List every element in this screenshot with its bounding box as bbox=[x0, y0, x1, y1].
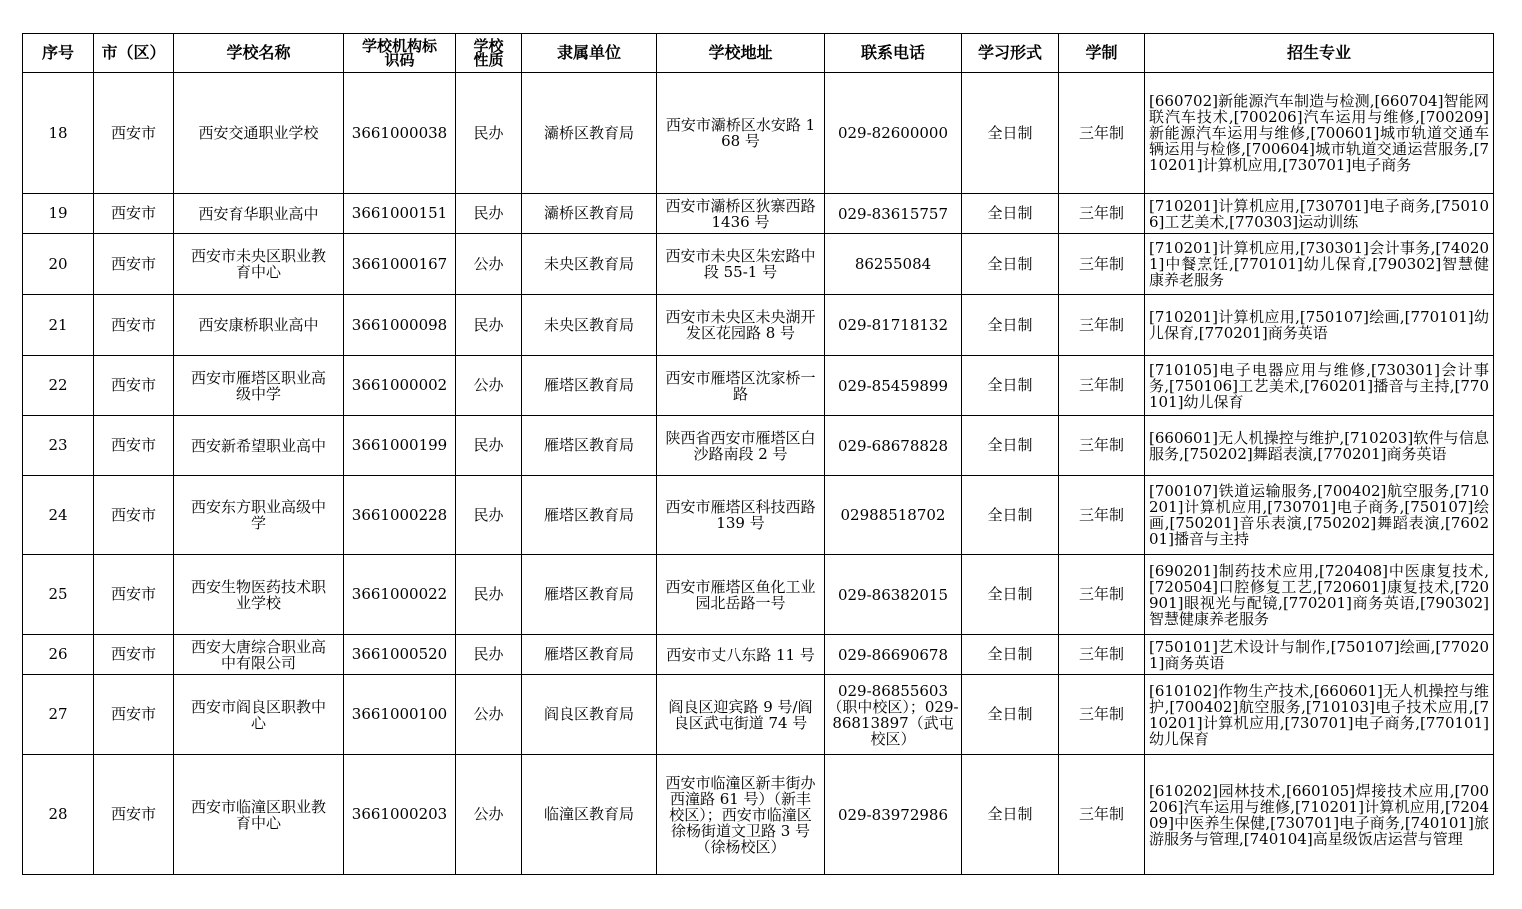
cell-phone: 029-86382015 bbox=[825, 555, 962, 635]
cell-majors: [700107]铁道运输服务,[700402]航空服务,[710201]计算机应用,[730701]电子商务,[750107]绘画,[750201]音乐表演,[750202]舞蹈表演,[760201]播音与主持 bbox=[1145, 476, 1494, 555]
cell-name: 西安东方职业高级中学 bbox=[174, 476, 344, 555]
table-row bbox=[23, 194, 1494, 234]
col-header-no: 序号 bbox=[23, 34, 94, 73]
cell-phone: 029-68678828 bbox=[825, 416, 962, 476]
cell-address: 西安市未央区朱宏路中段 55-1 号 bbox=[657, 234, 825, 295]
cell-no: 18 bbox=[23, 73, 94, 194]
cell-form: 全日制 bbox=[962, 73, 1059, 194]
cell-name: 西安市阎良区职教中心 bbox=[174, 675, 344, 755]
cell-form: 全日制 bbox=[962, 295, 1059, 356]
cell-years: 三年制 bbox=[1059, 476, 1145, 555]
cell-address: 阎良区迎宾路 9 号/阎良区武屯街道 74 号 bbox=[657, 675, 825, 755]
cell-address: 西安市雁塔区科技西路 139 号 bbox=[657, 476, 825, 555]
cell-type: 公办 bbox=[456, 234, 522, 295]
cell-form: 全日制 bbox=[962, 234, 1059, 295]
cell-code: 3661000151 bbox=[344, 194, 456, 234]
cell-form: 全日制 bbox=[962, 416, 1059, 476]
cell-form: 全日制 bbox=[962, 194, 1059, 234]
cell-code: 3661000520 bbox=[344, 635, 456, 675]
cell-phone: 029-83615757 bbox=[825, 194, 962, 234]
col-header-city: 市（区） bbox=[94, 34, 174, 73]
cell-no: 26 bbox=[23, 635, 94, 675]
cell-years: 三年制 bbox=[1059, 73, 1145, 194]
cell-city: 西安市 bbox=[94, 675, 174, 755]
col-header-address: 学校地址 bbox=[657, 34, 825, 73]
cell-no: 19 bbox=[23, 194, 94, 234]
cell-city: 西安市 bbox=[94, 73, 174, 194]
cell-form: 全日制 bbox=[962, 476, 1059, 555]
cell-form: 全日制 bbox=[962, 555, 1059, 635]
cell-form: 全日制 bbox=[962, 635, 1059, 675]
cell-type: 民办 bbox=[456, 476, 522, 555]
col-header-form: 学习形式 bbox=[962, 34, 1059, 73]
cell-unit: 灞桥区教育局 bbox=[522, 73, 657, 194]
cell-phone: 029-85459899 bbox=[825, 356, 962, 416]
cell-type: 民办 bbox=[456, 73, 522, 194]
cell-years: 三年制 bbox=[1059, 194, 1145, 234]
cell-city: 西安市 bbox=[94, 356, 174, 416]
cell-type: 公办 bbox=[456, 755, 522, 875]
cell-code: 3661000002 bbox=[344, 356, 456, 416]
cell-code: 3661000038 bbox=[344, 73, 456, 194]
cell-name: 西安市临潼区职业教育中心 bbox=[174, 755, 344, 875]
col-header-majors: 招生专业 bbox=[1145, 34, 1494, 73]
cell-majors: [710201]计算机应用,[730301]会计事务,[740201]中餐烹饪,[770101]幼儿保育,[790302]智慧健康养老服务 bbox=[1145, 234, 1494, 295]
cell-phone: 029-86855603（职中校区）；029-86813897（武屯校区） bbox=[825, 675, 962, 755]
cell-phone: 02988518702 bbox=[825, 476, 962, 555]
cell-years: 三年制 bbox=[1059, 675, 1145, 755]
cell-unit: 阎良区教育局 bbox=[522, 675, 657, 755]
cell-unit: 雁塔区教育局 bbox=[522, 416, 657, 476]
cell-no: 24 bbox=[23, 476, 94, 555]
cell-name: 西安交通职业学校 bbox=[174, 73, 344, 194]
table-row bbox=[23, 675, 1494, 755]
cell-years: 三年制 bbox=[1059, 416, 1145, 476]
cell-name: 西安育华职业高中 bbox=[174, 194, 344, 234]
cell-majors: [660702]新能源汽车制造与检测,[660704]智能网联汽车技术,[700206]汽车运用与维修,[700209]新能源汽车运用与维修,[700601]城市轨道交通车辆运用与检修,[700604]城市轨道交通运营服务,[710201]计算机应用,[730701]电子商务 bbox=[1145, 73, 1494, 194]
cell-address: 西安市丈八东路 11 号 bbox=[657, 635, 825, 675]
cell-name: 西安新希望职业高中 bbox=[174, 416, 344, 476]
cell-code: 3661000228 bbox=[344, 476, 456, 555]
cell-majors: [710105]电子电器应用与维修,[730301]会计事务,[750106]工艺美术,[760201]播音与主持,[770101]幼儿保育 bbox=[1145, 356, 1494, 416]
cell-unit: 未央区教育局 bbox=[522, 234, 657, 295]
cell-city: 西安市 bbox=[94, 755, 174, 875]
cell-majors: [710201]计算机应用,[730701]电子商务,[750106]工艺美术,[770303]运动训练 bbox=[1145, 194, 1494, 234]
school-table bbox=[22, 33, 1494, 875]
table-row bbox=[23, 635, 1494, 675]
cell-phone: 029-82600000 bbox=[825, 73, 962, 194]
cell-type: 民办 bbox=[456, 194, 522, 234]
cell-unit: 雁塔区教育局 bbox=[522, 555, 657, 635]
cell-majors: [610102]作物生产技术,[660601]无人机操控与维护,[700402]航空服务,[710103]电子技术应用,[710201]计算机应用,[730701]电子商务,[770101]幼儿保育 bbox=[1145, 675, 1494, 755]
table-row bbox=[23, 755, 1494, 875]
cell-form: 全日制 bbox=[962, 675, 1059, 755]
col-header-type: 学校性质 bbox=[456, 34, 522, 73]
cell-address: 西安市雁塔区鱼化工业园北岳路一号 bbox=[657, 555, 825, 635]
cell-code: 3661000167 bbox=[344, 234, 456, 295]
cell-type: 公办 bbox=[456, 675, 522, 755]
table-row bbox=[23, 476, 1494, 555]
cell-majors: [660601]无人机操控与维护,[710203]软件与信息服务,[750202]舞蹈表演,[770201]商务英语 bbox=[1145, 416, 1494, 476]
cell-no: 25 bbox=[23, 555, 94, 635]
cell-city: 西安市 bbox=[94, 416, 174, 476]
cell-address: 陕西省西安市雁塔区白沙路南段 2 号 bbox=[657, 416, 825, 476]
cell-unit: 雁塔区教育局 bbox=[522, 356, 657, 416]
cell-phone: 029-83972986 bbox=[825, 755, 962, 875]
cell-unit: 临潼区教育局 bbox=[522, 755, 657, 875]
cell-phone: 029-81718132 bbox=[825, 295, 962, 356]
table-row bbox=[23, 234, 1494, 295]
cell-city: 西安市 bbox=[94, 635, 174, 675]
cell-type: 民办 bbox=[456, 635, 522, 675]
cell-address: 西安市临潼区新丰街办西潼路 61 号）（新丰校区）；西安市临潼区徐杨街道文卫路 3 号（徐杨校区） bbox=[657, 755, 825, 875]
cell-phone: 86255084 bbox=[825, 234, 962, 295]
cell-name: 西安大唐综合职业高中有限公司 bbox=[174, 635, 344, 675]
table-row bbox=[23, 555, 1494, 635]
cell-no: 28 bbox=[23, 755, 94, 875]
cell-majors: [610202]园林技术,[660105]焊接技术应用,[700206]汽车运用与维修,[710201]计算机应用,[720409]中医养生保健,[730701]电子商务,[740101]旅游服务与管理,[740104]高星级饭店运营与管理 bbox=[1145, 755, 1494, 875]
cell-phone: 029-86690678 bbox=[825, 635, 962, 675]
col-header-name: 学校名称 bbox=[174, 34, 344, 73]
cell-city: 西安市 bbox=[94, 295, 174, 356]
cell-city: 西安市 bbox=[94, 476, 174, 555]
table-row bbox=[23, 73, 1494, 194]
cell-majors: [690201]制药技术应用,[720408]中医康复技术,[720504]口腔修复工艺,[720601]康复技术,[720901]眼视光与配镜,[770201]商务英语,[790302]智慧健康养老服务 bbox=[1145, 555, 1494, 635]
cell-unit: 未央区教育局 bbox=[522, 295, 657, 356]
cell-city: 西安市 bbox=[94, 194, 174, 234]
cell-no: 20 bbox=[23, 234, 94, 295]
cell-name: 西安市雁塔区职业高级中学 bbox=[174, 356, 344, 416]
cell-name: 西安生物医药技术职业学校 bbox=[174, 555, 344, 635]
header-row bbox=[23, 34, 1494, 73]
cell-code: 3661000199 bbox=[344, 416, 456, 476]
cell-years: 三年制 bbox=[1059, 356, 1145, 416]
cell-type: 民办 bbox=[456, 295, 522, 356]
cell-years: 三年制 bbox=[1059, 234, 1145, 295]
cell-majors: [710201]计算机应用,[750107]绘画,[770101]幼儿保育,[770201]商务英语 bbox=[1145, 295, 1494, 356]
cell-form: 全日制 bbox=[962, 755, 1059, 875]
cell-code: 3661000203 bbox=[344, 755, 456, 875]
cell-years: 三年制 bbox=[1059, 755, 1145, 875]
cell-address: 西安市雁塔区沈家桥一路 bbox=[657, 356, 825, 416]
cell-no: 23 bbox=[23, 416, 94, 476]
cell-no: 22 bbox=[23, 356, 94, 416]
table-row bbox=[23, 295, 1494, 356]
cell-no: 27 bbox=[23, 675, 94, 755]
cell-form: 全日制 bbox=[962, 356, 1059, 416]
cell-address: 西安市未央区未央湖开发区花园路 8 号 bbox=[657, 295, 825, 356]
cell-type: 民办 bbox=[456, 416, 522, 476]
cell-unit: 灞桥区教育局 bbox=[522, 194, 657, 234]
col-header-phone: 联系电话 bbox=[825, 34, 962, 73]
cell-years: 三年制 bbox=[1059, 555, 1145, 635]
cell-address: 西安市灞桥区狄寨西路 1436 号 bbox=[657, 194, 825, 234]
cell-years: 三年制 bbox=[1059, 295, 1145, 356]
table-body bbox=[23, 73, 1494, 875]
cell-no: 21 bbox=[23, 295, 94, 356]
cell-name: 西安康桥职业高中 bbox=[174, 295, 344, 356]
cell-majors: [750101]艺术设计与制作,[750107]绘画,[770201]商务英语 bbox=[1145, 635, 1494, 675]
cell-city: 西安市 bbox=[94, 555, 174, 635]
cell-years: 三年制 bbox=[1059, 635, 1145, 675]
cell-code: 3661000100 bbox=[344, 675, 456, 755]
cell-code: 3661000022 bbox=[344, 555, 456, 635]
table-row bbox=[23, 416, 1494, 476]
cell-city: 西安市 bbox=[94, 234, 174, 295]
col-header-years: 学制 bbox=[1059, 34, 1145, 73]
cell-name: 西安市未央区职业教育中心 bbox=[174, 234, 344, 295]
col-header-unit: 隶属单位 bbox=[522, 34, 657, 73]
cell-unit: 雁塔区教育局 bbox=[522, 635, 657, 675]
col-header-code: 学校机构标识码 bbox=[344, 34, 456, 73]
cell-type: 民办 bbox=[456, 555, 522, 635]
table-row bbox=[23, 356, 1494, 416]
cell-address: 西安市灞桥区水安路 168 号 bbox=[657, 73, 825, 194]
cell-type: 公办 bbox=[456, 356, 522, 416]
cell-unit: 雁塔区教育局 bbox=[522, 476, 657, 555]
cell-code: 3661000098 bbox=[344, 295, 456, 356]
